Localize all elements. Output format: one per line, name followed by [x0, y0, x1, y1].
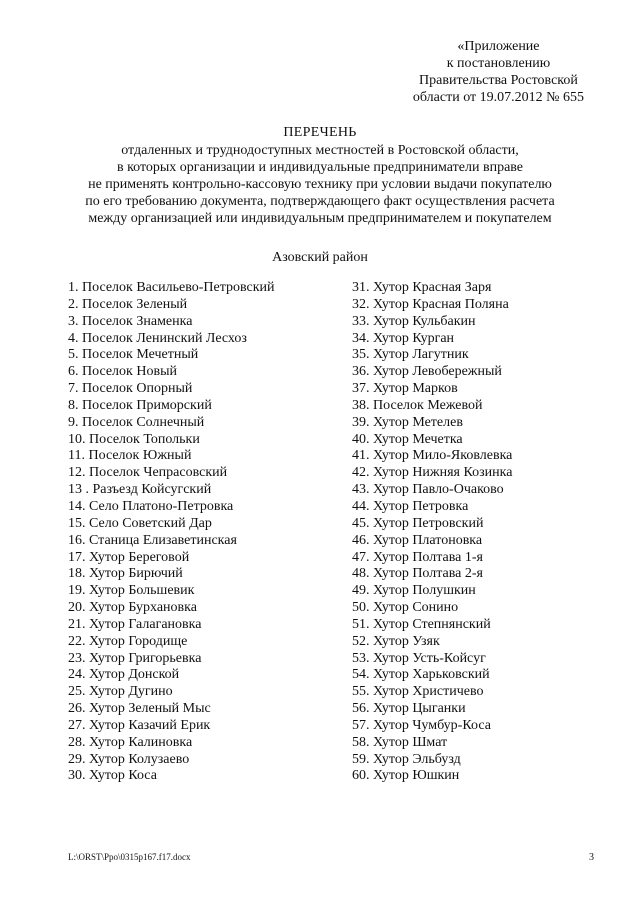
locality-item: 34. Хутор Курган: [352, 330, 455, 346]
locality-item: 30. Хутор Коса: [68, 768, 157, 784]
document-subtitle: [0, 142, 640, 227]
locality-item: 47. Хутор Полтава 1-я: [352, 549, 483, 565]
locality-item: 51. Хутор Степнянский: [352, 616, 491, 632]
locality-item: 48. Хутор Полтава 2-я: [352, 566, 483, 582]
locality-item: 36. Хутор Левобережный: [352, 364, 502, 380]
locality-item: 23. Хутор Григорьевка: [68, 650, 202, 666]
appendix-line: Правительства Ростовской: [419, 73, 578, 88]
locality-item: 1. Поселок Васильево-Петровский: [68, 280, 275, 295]
page-number: 3: [589, 852, 594, 863]
locality-item: 17. Хутор Береговой: [68, 549, 190, 565]
locality-item: 15. Село Советский Дар: [68, 515, 212, 531]
locality-item: 59. Хутор Эльбузд: [352, 751, 461, 767]
locality-item: 4. Поселок Ленинский Лесхоз: [68, 330, 247, 346]
locality-item: 19. Хутор Большевик: [68, 583, 195, 599]
locality-item: 33. Хутор Кульбакин: [352, 313, 476, 329]
locality-item: 44. Хутор Петровка: [352, 498, 469, 514]
locality-item: 37. Хутор Марков: [352, 381, 458, 397]
locality-item: 32. Хутор Красная Поляна: [352, 296, 509, 312]
subtitle-line: не применять контрольно-кассовую технику при условии выдачи покупателю: [88, 177, 552, 192]
locality-item: 18. Хутор Бирючий: [68, 566, 183, 582]
title-heading: ПЕРЕЧЕНЬ: [283, 125, 357, 140]
locality-item: 41. Хутор Мило-Яковлевка: [352, 448, 513, 464]
locality-list-right: [352, 280, 512, 785]
locality-item: 7. Поселок Опорный: [68, 381, 193, 397]
locality-item: 35. Хутор Лагутник: [352, 347, 469, 363]
locality-item: 27. Хутор Казачий Ерик: [68, 717, 211, 733]
locality-item: 6. Поселок Новый: [68, 364, 177, 380]
locality-item: 49. Хутор Полушкин: [352, 583, 476, 599]
locality-item: 10. Поселок Топольки: [68, 431, 200, 447]
subtitle-line: между организацией или индивидуальным предпринимателем и покупателем: [88, 211, 552, 226]
locality-item: 13 . Разъезд Койсугский: [68, 482, 212, 498]
locality-item: 20. Хутор Бурхановка: [68, 600, 197, 616]
locality-item: 53. Хутор Усть-Койсуг: [352, 650, 486, 666]
locality-item: 14. Село Платоно-Петровка: [68, 498, 234, 514]
locality-item: 29. Хутор Колузаево: [68, 751, 190, 767]
locality-item: 26. Хутор Зеленый Мыс: [68, 701, 211, 717]
locality-item: 31. Хутор Красная Заря: [352, 280, 492, 295]
footer-file-path: L:\ORST\Ppo\0315p167.f17.docx: [68, 852, 191, 862]
subtitle-line: в которых организации и индивидуальные предприниматели вправе: [116, 160, 524, 175]
locality-item: 16. Станица Елизаветинская: [68, 532, 237, 548]
locality-item: 56. Хутор Цыганки: [352, 701, 466, 717]
locality-item: 9. Поселок Солнечный: [68, 414, 205, 430]
locality-item: 40. Хутор Мечетка: [352, 431, 463, 447]
locality-item: 55. Хутор Христичево: [352, 684, 484, 700]
locality-item: 28. Хутор Калиновка: [68, 734, 193, 750]
locality-item: 57. Хутор Чумбур-Коса: [352, 717, 491, 733]
locality-item: 3. Поселок Знаменка: [68, 313, 193, 329]
locality-item: 8. Поселок Приморский: [68, 397, 212, 413]
locality-item: 42. Хутор Нижняя Козинка: [352, 465, 513, 481]
locality-item: 46. Хутор Платоновка: [352, 532, 483, 548]
locality-item: 11. Поселок Южный: [68, 448, 192, 464]
locality-item: 50. Хутор Сонино: [352, 600, 459, 616]
appendix-header: [413, 38, 584, 106]
locality-item: 25. Хутор Дугино: [68, 684, 173, 700]
locality-item: 60. Хутор Юшкин: [352, 768, 460, 784]
locality-item: 2. Поселок Зеленый: [68, 296, 188, 312]
locality-item: 12. Поселок Чепрасовский: [68, 465, 228, 481]
district-heading: Азовский район: [272, 250, 368, 265]
document-title: [0, 124, 640, 141]
appendix-line: «Приложение: [457, 39, 540, 54]
locality-item: 45. Хутор Петровский: [352, 515, 484, 531]
subtitle-line: по его требованию документа, подтверждающего факт осуществления расчета: [85, 194, 555, 209]
locality-item: 5. Поселок Мечетный: [68, 347, 199, 363]
subtitle-line: отдаленных и труднодоступных местностей в Ростовской области,: [121, 143, 519, 158]
locality-item: 24. Хутор Донской: [68, 667, 180, 683]
locality-list-left: [68, 280, 275, 785]
locality-item: 52. Хутор Узяк: [352, 633, 440, 649]
locality-item: 43. Хутор Павло-Очаково: [352, 482, 504, 498]
locality-item: 38. Поселок Межевой: [352, 397, 483, 413]
appendix-line: к постановлению: [446, 56, 551, 71]
locality-item: 58. Хутор Шмат: [352, 734, 448, 750]
locality-item: 54. Хутор Харьковский: [352, 667, 490, 683]
locality-item: 21. Хутор Галагановка: [68, 616, 202, 632]
locality-item: 39. Хутор Метелев: [352, 414, 463, 430]
locality-item: 22. Хутор Городище: [68, 633, 188, 649]
appendix-line: области от 19.07.2012 № 655: [412, 90, 584, 105]
